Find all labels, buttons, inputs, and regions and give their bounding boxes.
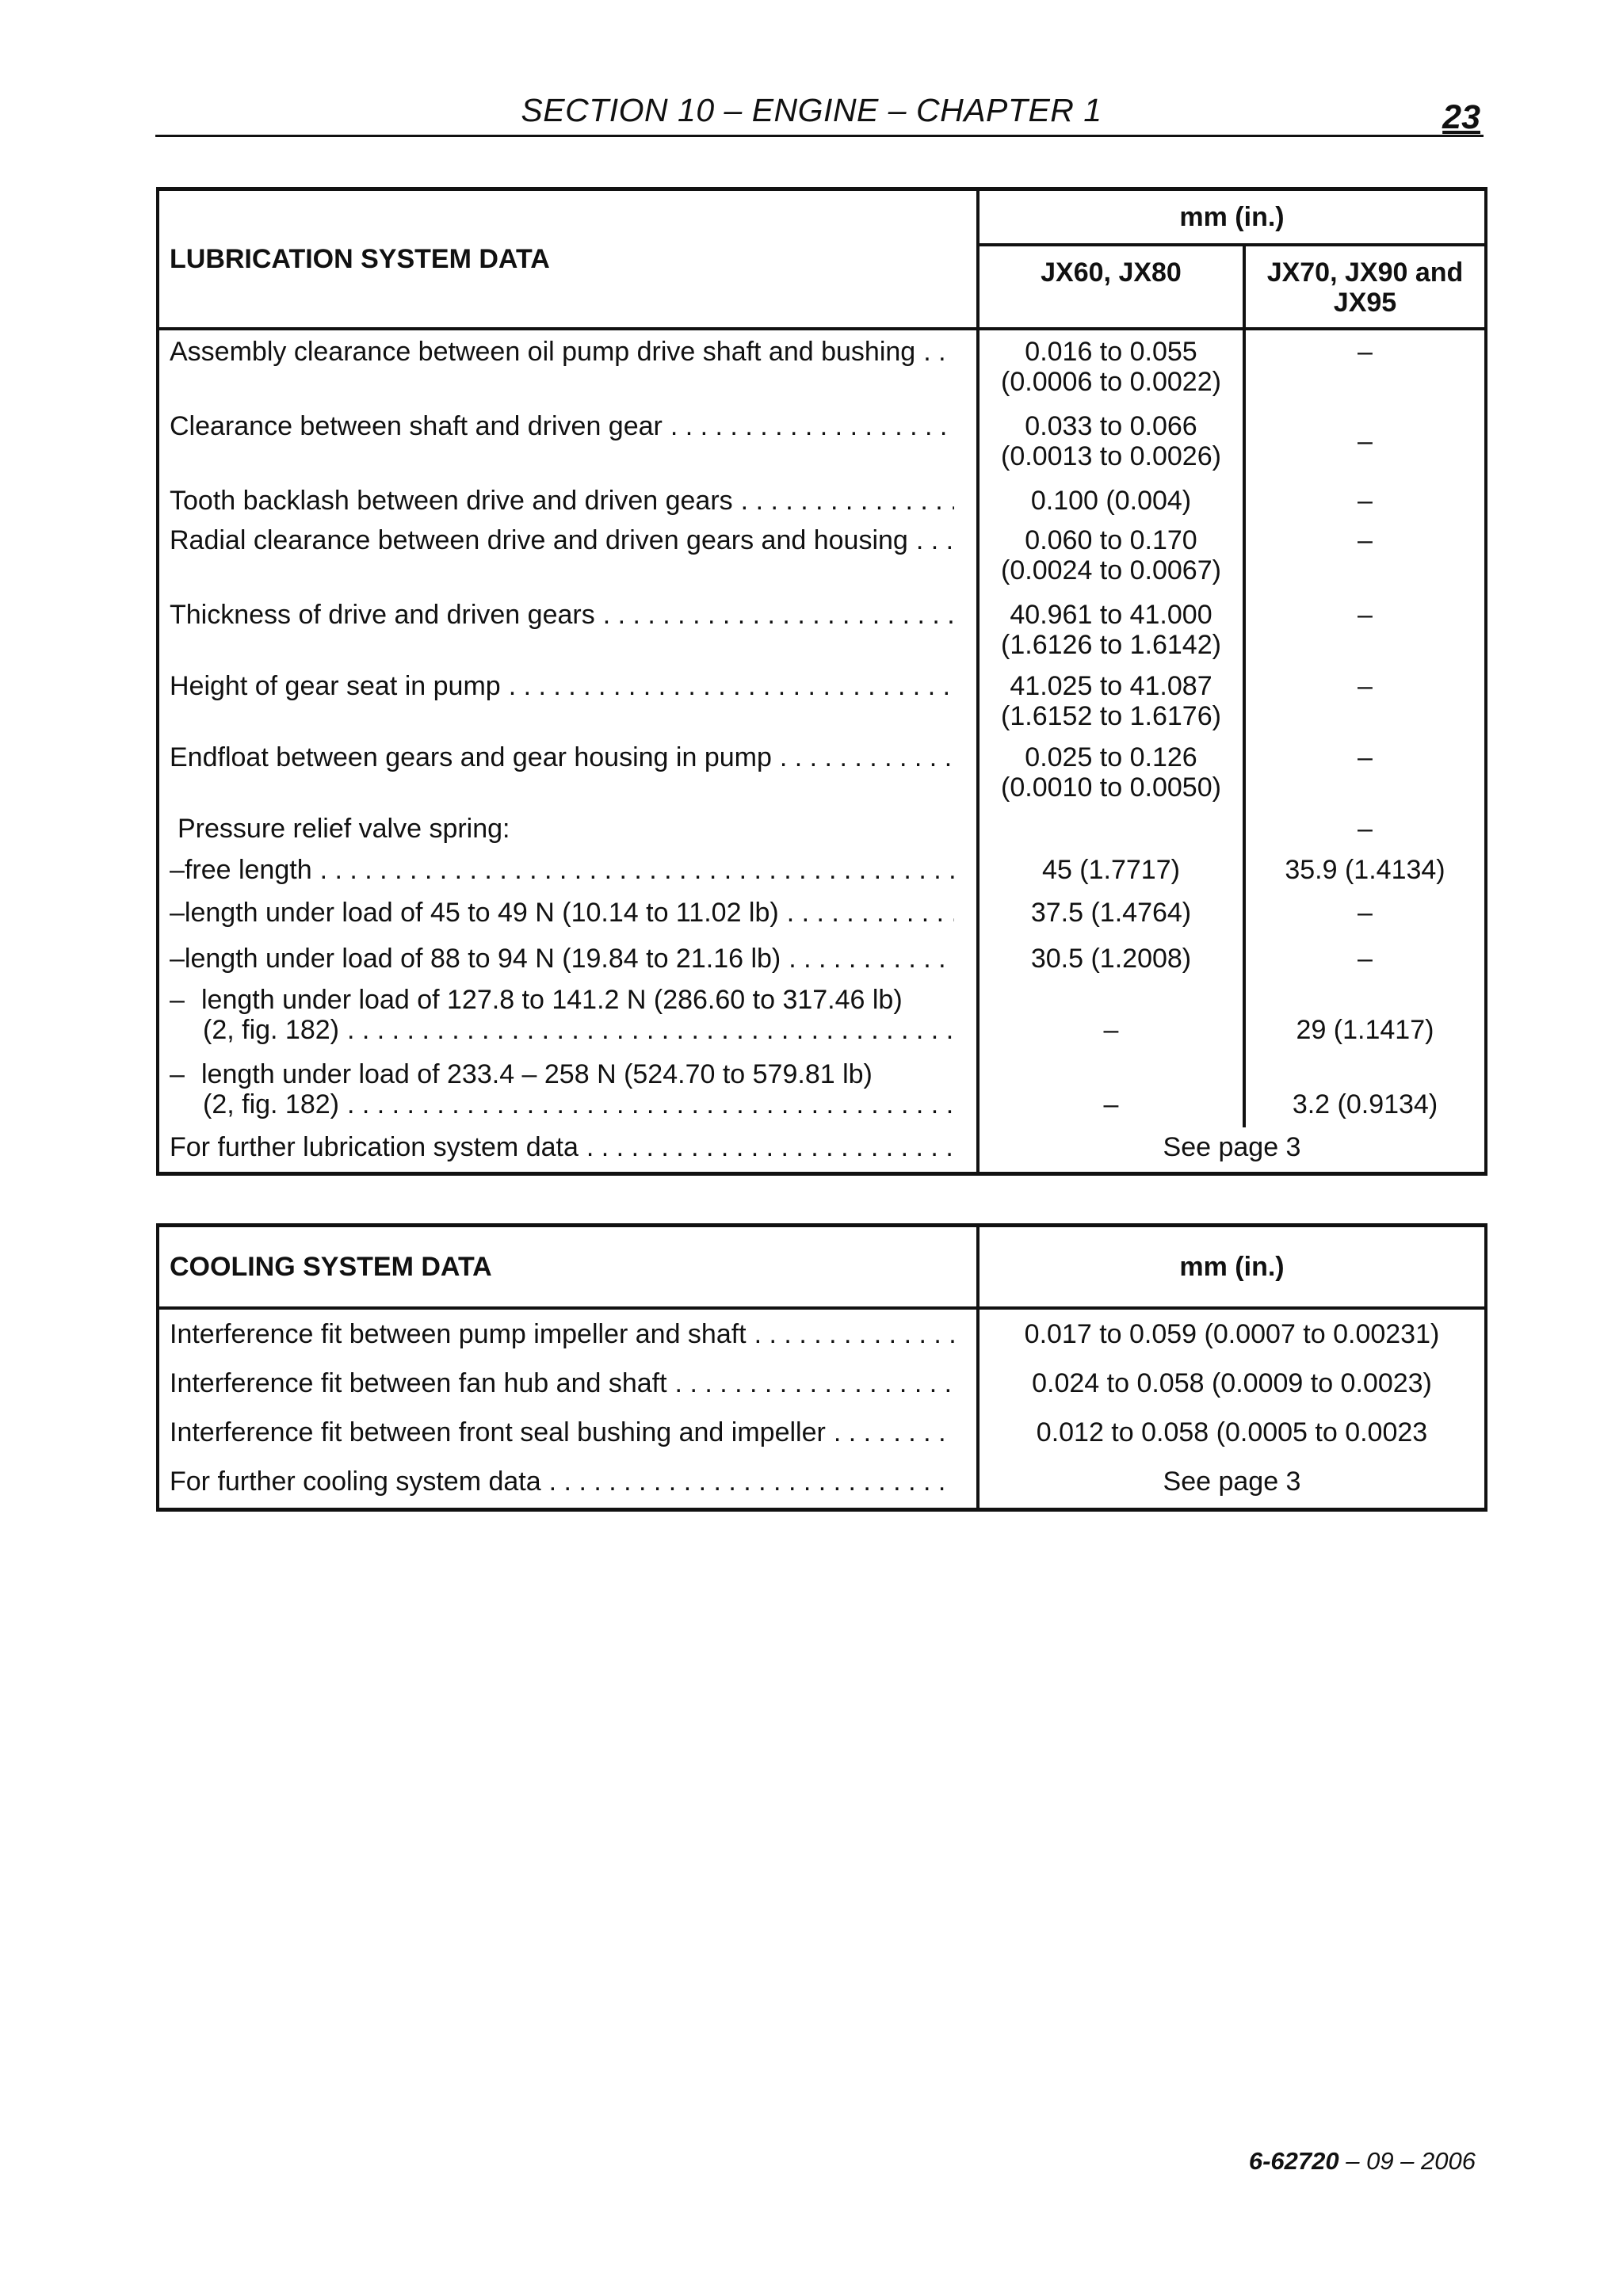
dot-leader [780, 742, 954, 772]
value-cell: – [1244, 597, 1486, 668]
table-row [158, 597, 1486, 668]
row-label: length under load of 45 to 49 N (10.14 to 11.02 lb) [184, 898, 779, 928]
dot-leader [834, 1417, 954, 1447]
list-dash: – [170, 898, 185, 928]
row-label-cont: (2, fig. 182) [203, 1089, 339, 1119]
page-number: 23 [1442, 98, 1480, 136]
lubrication-table-title: LUBRICATION SYSTEM DATA [158, 189, 978, 330]
row-label: length under load of 88 to 94 N (19.84 to 21.16 lb) [184, 944, 781, 974]
value-cell: – [1244, 522, 1486, 597]
cooling-table [156, 1223, 1487, 1512]
table-row [158, 522, 1486, 597]
dot-leader [675, 1368, 954, 1398]
value-cell: – [1244, 405, 1486, 479]
document-reference [1249, 2147, 1476, 2176]
dot-leader [509, 671, 954, 701]
row-label: free length [184, 855, 312, 885]
table-row [158, 893, 1486, 939]
row-label-cont: (2, fig. 182) [203, 1015, 339, 1045]
value-in: (0.0013 to 0.0026) [1001, 441, 1221, 471]
dot-leader [320, 855, 954, 885]
row-label: Endfloat between gears and gear housing in pump [170, 742, 772, 772]
table-row [158, 982, 1486, 1056]
dot-leader [549, 1466, 954, 1497]
table-row [158, 939, 1486, 982]
table-row [158, 668, 1486, 739]
value-mm: 45 (1.7717) [978, 850, 1244, 893]
value-mm: 30.5 (1.2008) [978, 939, 1244, 982]
value-cell: 0.024 to 0.058 (0.0009 to 0.0023) [978, 1360, 1486, 1409]
value-mm: 0.100 (0.004) [978, 479, 1244, 522]
row-label: Interference fit between fan hub and shaft [170, 1368, 667, 1398]
list-dash: – [170, 944, 185, 974]
cooling-unit-header: mm (in.) [978, 1226, 1486, 1309]
table-row [158, 1360, 1486, 1409]
dot-leader [670, 411, 954, 441]
header-rule [155, 135, 1484, 137]
value-cell: – [1244, 809, 1486, 850]
see-page-reference: See page 3 [978, 1127, 1486, 1174]
row-label: Clearance between shaft and driven gear [170, 411, 663, 441]
dot-leader [741, 486, 954, 516]
value-cell: – [1244, 739, 1486, 809]
dot-leader [347, 1089, 954, 1119]
value-in: (0.0024 to 0.0067) [1001, 555, 1221, 585]
value-cell: – [1244, 668, 1486, 739]
value-cell: – [1244, 329, 1486, 405]
value-in: (1.6152 to 1.6176) [1001, 701, 1221, 731]
table-row [158, 329, 1486, 405]
table-row [158, 405, 1486, 479]
value-cell: See page 3 [978, 1459, 1486, 1510]
column-header-jx60-jx80: JX60, JX80 [978, 245, 1244, 329]
table-row [158, 809, 1486, 850]
value-in: (1.6126 to 1.6142) [1001, 630, 1221, 660]
value-mm: – [978, 1056, 1244, 1127]
value-in: (0.0006 to 0.0022) [1001, 367, 1221, 397]
value-in: (0.0010 to 0.0050) [1001, 772, 1221, 803]
row-label: For further lubrication system data [170, 1132, 579, 1162]
value-mm: 0.060 to 0.170 [1025, 525, 1197, 555]
value-mm: 0.025 to 0.126 [1025, 742, 1197, 772]
dot-leader [603, 600, 954, 630]
section-title: SECTION 10 – ENGINE – CHAPTER 1 [521, 92, 1102, 128]
table-row [158, 1127, 1486, 1174]
dot-leader [754, 1319, 954, 1349]
list-dash: – [170, 1059, 185, 1089]
value-cell: 3.2 (0.9134) [1244, 1056, 1486, 1127]
value-mm: 41.025 to 41.087 [1010, 671, 1212, 701]
document-date: – 09 – 2006 [1338, 2147, 1476, 2175]
row-label: Height of gear seat in pump [170, 671, 501, 701]
row-label: Assembly clearance between oil pump drive shaft and bushing [170, 337, 916, 367]
row-label: Interference fit between pump impeller and shaft [170, 1319, 747, 1349]
table-row [158, 850, 1486, 893]
cooling-table-title: COOLING SYSTEM DATA [158, 1226, 978, 1309]
dot-leader [787, 898, 954, 928]
value-cell: 35.9 (1.4134) [1244, 850, 1486, 893]
row-label: Thickness of drive and driven gears [170, 600, 595, 630]
value-mm: – [978, 982, 1244, 1056]
row-label: For further cooling system data [170, 1466, 541, 1497]
list-dash: – [170, 855, 185, 885]
value-cell: 0.017 to 0.059 (0.0007 to 0.00231) [978, 1308, 1486, 1360]
row-label: Radial clearance between drive and driven gears and housing [170, 525, 908, 555]
dot-leader [347, 1015, 954, 1045]
value-cell: – [1244, 939, 1486, 982]
dot-leader [923, 337, 954, 367]
table-row [158, 1308, 1486, 1360]
row-label: Pressure relief valve spring: [178, 814, 510, 844]
row-label: Tooth backlash between drive and driven gears [170, 486, 733, 516]
document-code: 6-62720 [1248, 2147, 1339, 2175]
table-row [158, 1056, 1486, 1127]
table-row [158, 1459, 1486, 1510]
dot-leader [916, 525, 954, 555]
value-cell: – [1244, 893, 1486, 939]
value-mm: 40.961 to 41.000 [1010, 600, 1212, 630]
lubrication-unit-header: mm (in.) [978, 189, 1486, 246]
value-mm: 0.033 to 0.066 [1025, 411, 1197, 441]
value-mm: 37.5 (1.4764) [978, 893, 1244, 939]
row-label: Interference fit between front seal bushing and impeller [170, 1417, 826, 1447]
value-cell: – [1244, 479, 1486, 522]
row-label: length under load of 127.8 to 141.2 N (286.60 to 317.46 lb) [201, 985, 903, 1015]
dot-leader [789, 944, 954, 974]
row-label: length under load of 233.4 – 258 N (524.70 to 579.81 lb) [201, 1059, 873, 1089]
table-row [158, 739, 1486, 809]
table-row [158, 1409, 1486, 1459]
column-header-jx70-jx90-jx95: JX70, JX90 and JX95 [1244, 245, 1486, 329]
dot-leader [586, 1132, 954, 1162]
table-row [158, 479, 1486, 522]
value-cell: 0.012 to 0.058 (0.0005 to 0.0023 [978, 1409, 1486, 1459]
value-cell: 29 (1.1417) [1244, 982, 1486, 1056]
list-dash: – [170, 985, 185, 1015]
value-mm: 0.016 to 0.055 [1025, 337, 1197, 367]
lubrication-table [156, 187, 1487, 1176]
